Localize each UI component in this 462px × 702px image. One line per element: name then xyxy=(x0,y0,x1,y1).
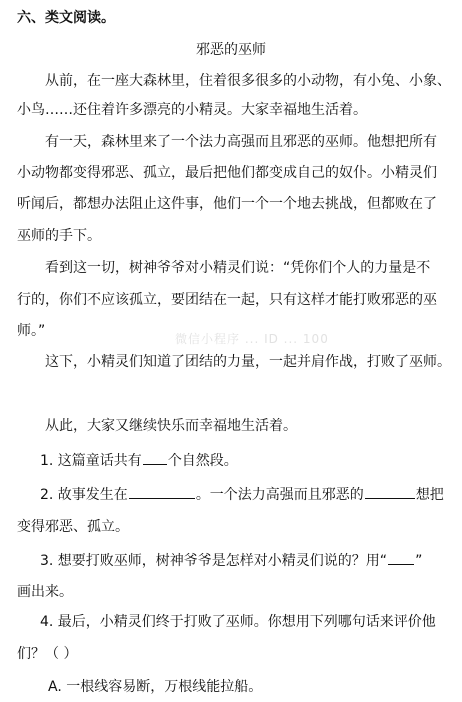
watermark: 微信小程序 ... ID ... 100 xyxy=(175,332,329,346)
paragraph-3-line-3: 师。” xyxy=(17,323,46,339)
question-1-prefix: 1. 这篇童话共有 xyxy=(40,453,142,469)
paragraph-3-line-1: 看到这一切，树神爷爷对小精灵们说：“凭你们个人的力量是不 xyxy=(45,260,431,276)
question-1-blank[interactable] xyxy=(143,450,167,465)
paragraph-1-line-2: 小鸟……还住着许多漂亮的小精灵。大家幸福地生活着。 xyxy=(17,102,367,118)
story-title: 邪恶的巫师 xyxy=(196,42,266,58)
question-2-continuation: 变得邪恶、孤立。 xyxy=(17,519,129,535)
question-4-line-2: 们？（ ） xyxy=(17,646,78,662)
question-2-prefix: 2. 故事发生在 xyxy=(40,487,128,503)
question-3-continuation: 画出来。 xyxy=(17,584,73,600)
paragraph-4: 这下，小精灵们知道了团结的力量，一起并肩作战，打败了巫师。 xyxy=(45,354,451,370)
question-3-suffix: ” xyxy=(415,553,423,569)
paragraph-2-line-3: 听闻后，都想办法阻止这件事，他们一个一个地去挑战，但都败在了 xyxy=(17,196,437,212)
question-3-blank[interactable] xyxy=(388,550,414,565)
question-2 xyxy=(40,484,462,505)
question-2-suffix: 想把 xyxy=(415,487,444,503)
question-4-line-1: 4. 最后，小精灵们终于打败了巫师。你想用下列哪句话来评价他 xyxy=(40,614,436,630)
question-3-prefix: 3. 想要打败巫师，树神爷爷是怎样对小精灵们说的？用“ xyxy=(40,553,388,569)
paragraph-2-line-1: 有一天，森林里来了一个法力高强而且邪恶的巫师。他想把所有 xyxy=(45,134,437,150)
section-title: 六、类文阅读。 xyxy=(17,10,115,26)
question-3 xyxy=(40,550,462,571)
paragraph-2-line-2: 小动物都变得邪恶、孤立，最后把他们都变成自己的奴仆。小精灵们 xyxy=(17,165,437,181)
question-2-blank-who[interactable] xyxy=(365,484,415,499)
question-1-suffix: 个自然段。 xyxy=(167,453,238,469)
question-1 xyxy=(40,450,462,471)
paragraph-2-line-4: 巫师的手下。 xyxy=(17,228,101,244)
paragraph-5: 从此，大家又继续快乐而幸福地生活着。 xyxy=(45,418,297,434)
option-a[interactable]: A. 一根线容易断，万根线能拉船。 xyxy=(48,679,263,695)
paragraph-1-line-1: 从前，在一座大森林里，住着很多很多的小动物，有小兔、小象、 xyxy=(45,73,451,89)
paragraph-3-line-2: 行的，你们不应该孤立，要团结在一起，只有这样才能打败邪恶的巫 xyxy=(17,292,437,308)
question-2-blank-place[interactable] xyxy=(129,484,195,499)
question-2-middle: 。一个法力高强而且邪恶的 xyxy=(195,487,364,503)
